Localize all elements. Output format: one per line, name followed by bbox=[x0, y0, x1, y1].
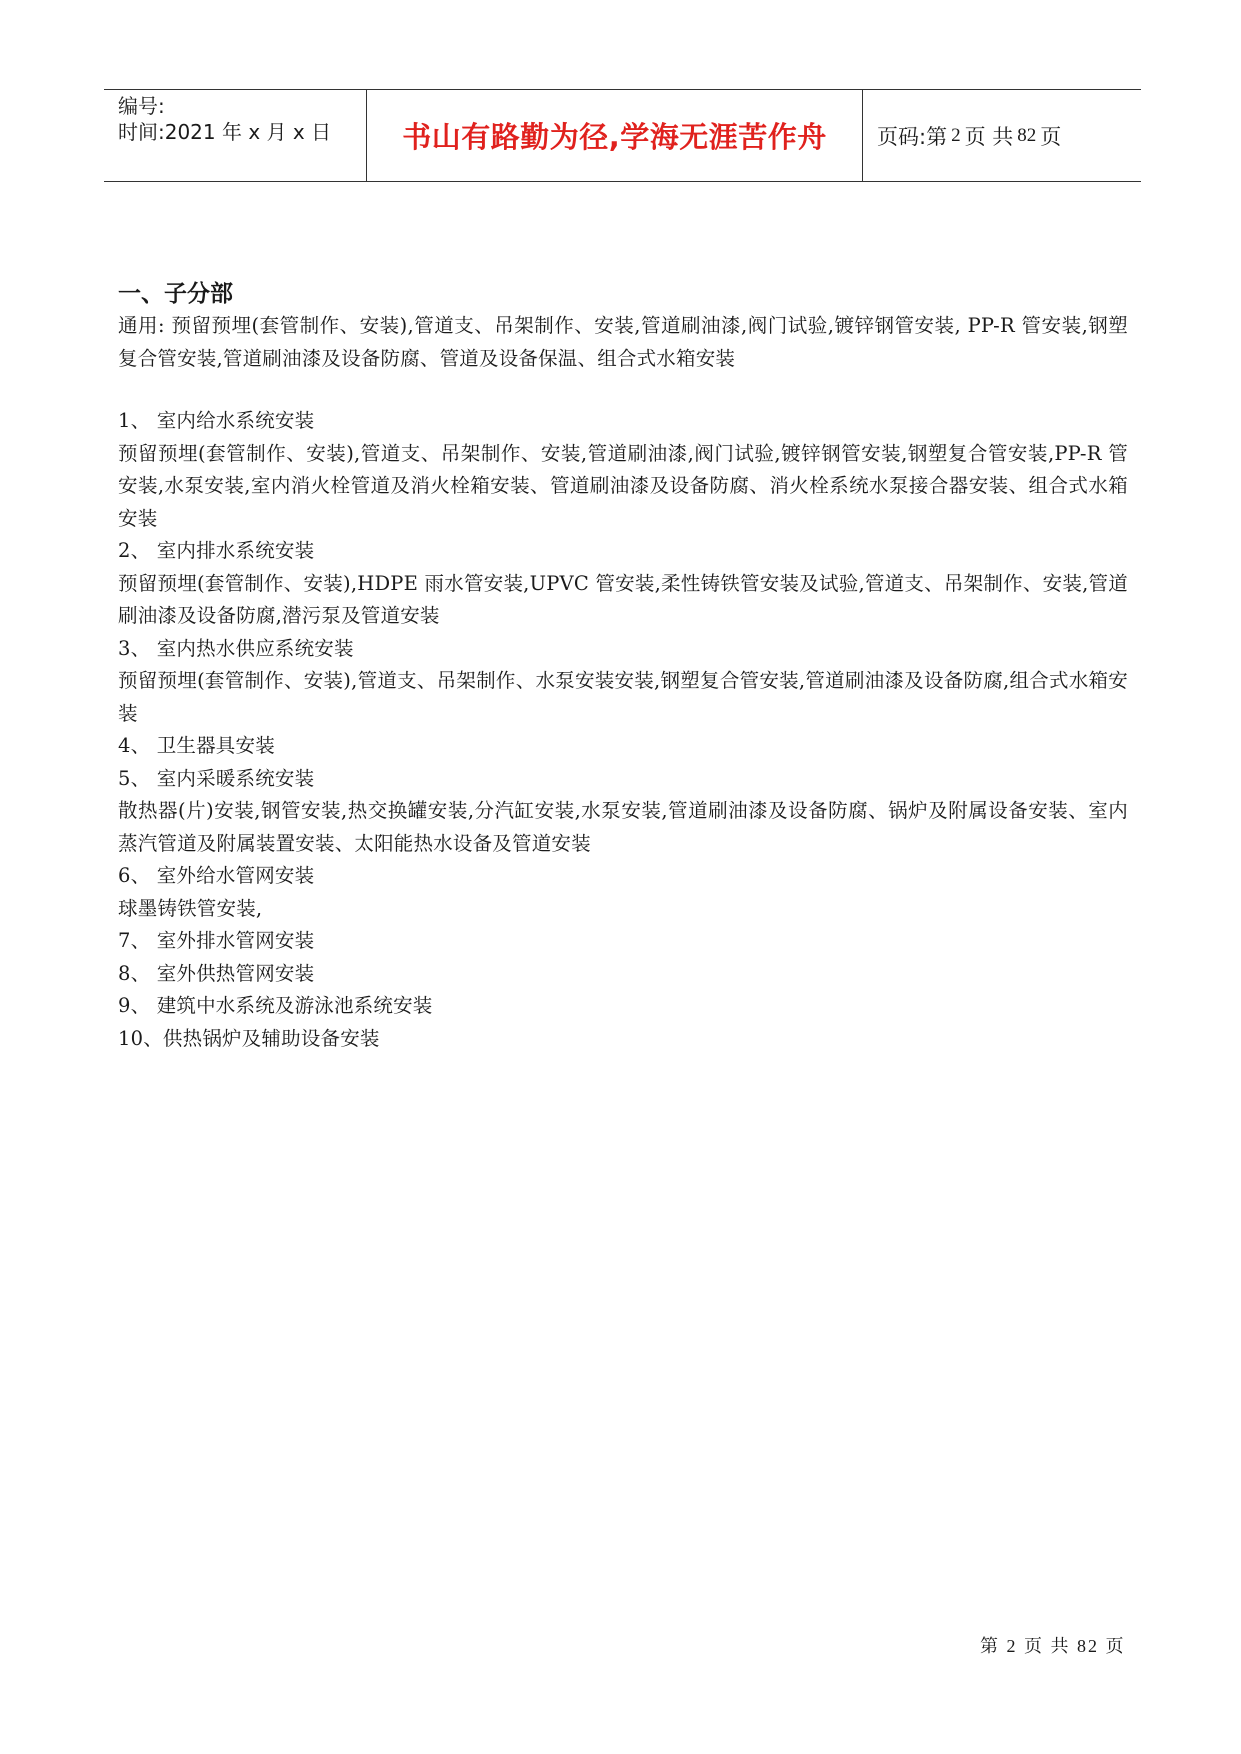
section-title: 一、子分部 bbox=[118, 281, 233, 307]
item-heading: 10、供热锅炉及辅助设备安装 bbox=[118, 1026, 380, 1050]
item-heading: 9、 建筑中水系统及游泳池系统安装 bbox=[118, 994, 433, 1017]
document-body bbox=[118, 278, 1128, 1055]
page-suffix: 页 bbox=[1040, 124, 1062, 149]
item-body: 预留预埋(套管制作、安装),管道支、吊架制作、安装,管道刷油漆,阀门试验,镀锌钢管安装,钢塑复合管安装,PP-R 管安装,水泵安装,室内消火栓管道及消火栓箱安装、管道刷油漆及设备防腐、消火栓系统水泵接合器安装、组合式水箱安装 bbox=[118, 441, 1128, 530]
motto: 书山有路勤为径,学海无涯苦作舟 bbox=[402, 120, 827, 154]
item-heading: 3、 室内热水供应系统安装 bbox=[118, 636, 354, 660]
page-total: 82 bbox=[1017, 124, 1037, 146]
item-body: 球墨铸铁管安装, bbox=[118, 896, 263, 920]
item-heading: 1、 室内给水系统安装 bbox=[118, 409, 315, 432]
code-label: 编号: bbox=[118, 94, 165, 118]
page-footer: 第 2 页 共 82 页 bbox=[980, 1636, 1126, 1656]
header-motto-cell bbox=[367, 90, 863, 181]
page-prefix: 页码:第 bbox=[877, 124, 948, 149]
page-mid: 页 共 bbox=[964, 124, 1014, 149]
header-meta bbox=[104, 90, 367, 181]
item-heading: 8、 室外供热管网安装 bbox=[118, 961, 315, 985]
item-heading: 5、 室内采暖系统安装 bbox=[118, 766, 315, 790]
item-heading: 6、 室外给水管网安装 bbox=[118, 864, 315, 887]
spacer bbox=[118, 375, 1128, 405]
time-label: 时间:2021 年 x 月 x 日 bbox=[118, 120, 332, 144]
page-number: 2 bbox=[951, 124, 961, 146]
header-page-info bbox=[863, 90, 1141, 181]
item-heading: 7、 室外排水管网安装 bbox=[118, 929, 315, 952]
item-heading: 2、 室内排水系统安装 bbox=[118, 539, 315, 562]
page-header bbox=[104, 89, 1141, 182]
item-body: 散热器(片)安装,钢管安装,热交换罐安装,分汽缸安装,水泵安装,管道刷油漆及设备防腐、锅炉及附属设备安装、室内蒸汽管道及附属装置安装、太阳能热水设备及管道安装 bbox=[118, 799, 1128, 855]
item-body: 预留预埋(套管制作、安装),管道支、吊架制作、水泵安装安装,钢塑复合管安装,管道刷油漆及设备防腐,组合式水箱安装 bbox=[118, 669, 1128, 725]
item-body: 预留预埋(套管制作、安装),HDPE 雨水管安装,UPVC 管安装,柔性铸铁管安装及试验,管道支、吊架制作、安装,管道刷油漆及设备防腐,潜污泵及管道安装 bbox=[118, 571, 1128, 627]
item-heading: 4、 卫生器具安装 bbox=[118, 734, 275, 757]
general-paragraph: 通用: 预留预埋(套管制作、安装),管道支、吊架制作、安装,管道刷油漆,阀门试验,镀锌钢管安装, PP-R 管安装,钢塑复合管安装,管道刷油漆及设备防腐、管道及设备保温、组合式水箱安装 bbox=[118, 314, 1128, 370]
